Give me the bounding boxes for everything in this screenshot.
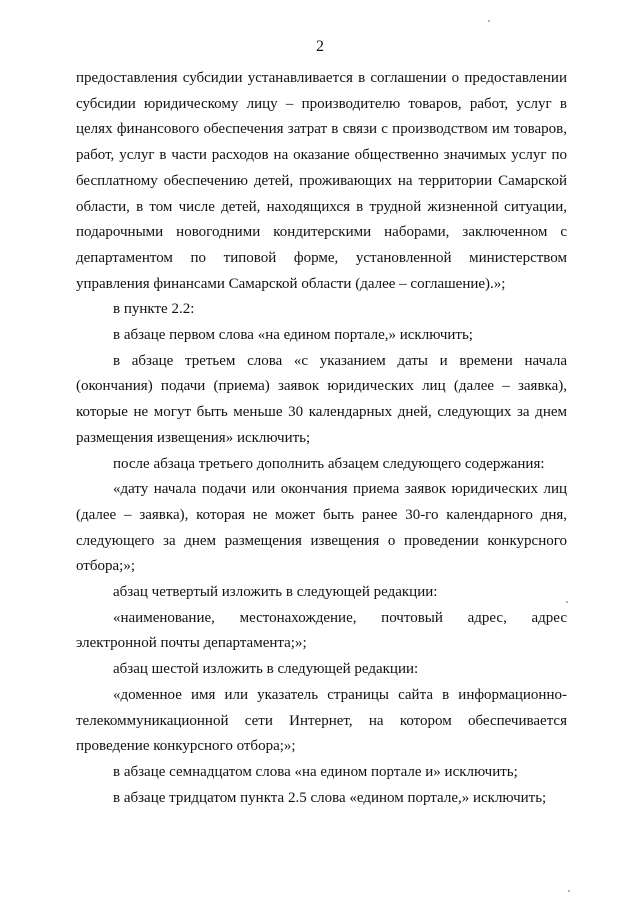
paragraph-after-third: после абзаца третьего дополнить абзацем следующего содержания: — [113, 455, 545, 472]
paragraph-thirtieth-abzac: в абзаце тридцатом пункта 2.5 слова «едином портале,» исключить; — [113, 789, 547, 806]
scan-speck — [488, 20, 490, 22]
paragraph-first-abzac: в абзаце первом слова «на едином портале,» исключить; — [113, 327, 473, 344]
scan-speck — [568, 890, 570, 892]
paragraph-item-2-2: в пункте 2.2: — [113, 301, 195, 318]
paragraph-sixth-abzac: абзац шестой изложить в следующей редакции: — [113, 661, 419, 678]
paragraph-quoted-start-date: «дату начала подачи или окончания приема заявок юридических лиц (далее – заявка), которая не может быть ранее 30-го календарного дня, следующего за днем размещения извещения о проведении конкурсного отбора;»; — [76, 481, 567, 575]
paragraph-seventeenth-abzac: в абзаце семнадцатом слова «на едином портале и» исключить; — [113, 763, 518, 780]
paragraph-third-abzac: в абзаце третьем слова «с указанием даты и времени начала (окончания) подачи (приема) заявок юридических лиц (далее – заявка), которые не могут быть меньше 30 календарных дней, следующих за днем размещения извещения» исключить; — [76, 352, 567, 446]
page-number: 2 — [316, 38, 324, 55]
paragraph-continuation: предоставления субсидии устанавливается в соглашении о предоставлении субсидии юридическому лицу – производителю товаров, работ, услуг в целях финансового обеспечения затрат в связи с производством им товаров, работ, услуг в части расходов на оказание общественно значимых услуг по бесплатному обеспечению детей, проживающих на территории Самарской области, в том числе детей, находящихся в трудной жизненной ситуации, подарочными новогодними кондитерскими наборами, заключенном с департаментом по типовой форме, установленной министерством управления финансами Самарской области (далее – соглашение).»; — [76, 70, 567, 292]
document-body — [76, 66, 567, 811]
scan-speck — [566, 601, 568, 603]
paragraph-quoted-domain: «доменное имя или указатель страницы сайта в информационно-телекоммуникационной сети Интернет, на котором обеспечивается проведение конкурсного отбора;»; — [76, 686, 567, 755]
paragraph-fourth-abzac: абзац четвертый изложить в следующей редакции: — [113, 584, 438, 601]
paragraph-quoted-name-address: «наименование, местонахождение, почтовый адрес, адрес электронной почты департамента;»; — [76, 609, 567, 652]
